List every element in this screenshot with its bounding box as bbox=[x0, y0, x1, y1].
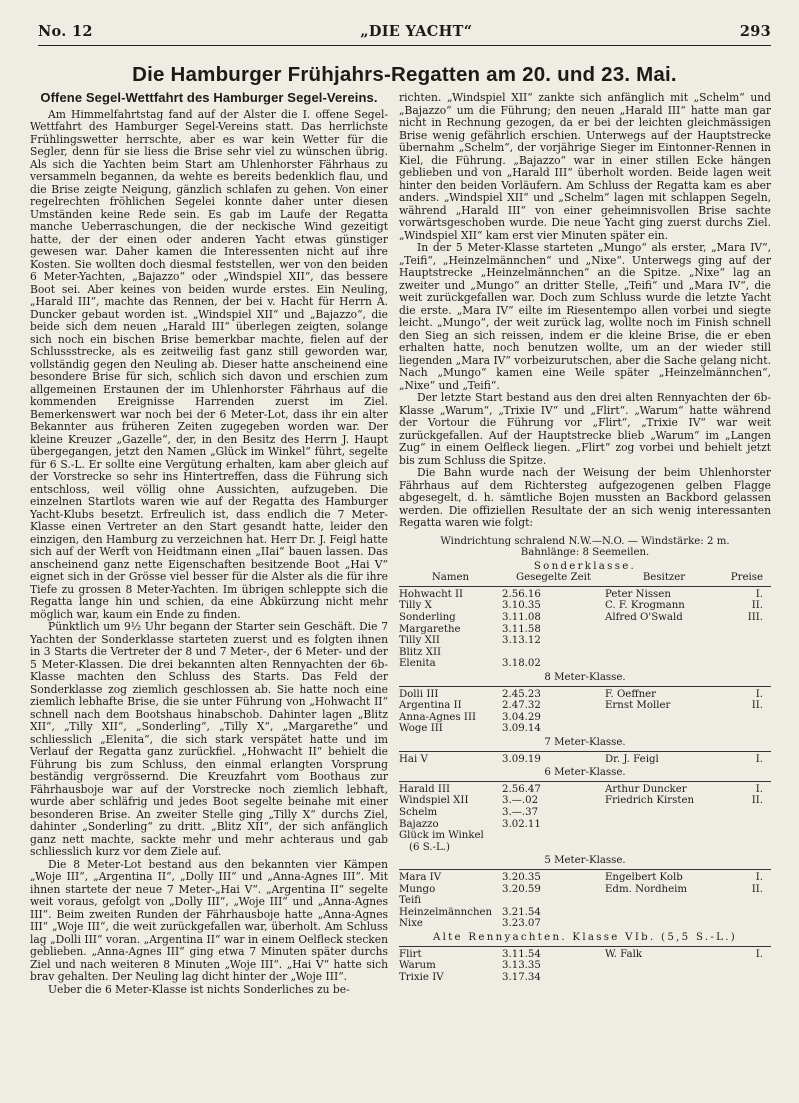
owner: Arthur Duncker bbox=[605, 783, 687, 795]
yacht-name: Mara IV bbox=[399, 871, 442, 883]
article-subheadline: Offene Segel-Wettfahrt des Hamburger Segel-Vereins. bbox=[40, 90, 378, 105]
yacht-name: Flirt bbox=[399, 948, 422, 960]
prize bbox=[731, 842, 771, 854]
prize bbox=[723, 972, 763, 984]
results-row bbox=[399, 700, 771, 712]
results-row bbox=[399, 972, 771, 984]
results-row bbox=[399, 819, 771, 831]
yacht-name: Mungo bbox=[399, 883, 436, 895]
sailed-time: 3.20.59 bbox=[502, 883, 541, 895]
results-row bbox=[399, 872, 771, 884]
prize bbox=[723, 712, 763, 724]
sailed-time bbox=[502, 647, 605, 659]
column-header: Besitzer bbox=[642, 572, 686, 584]
paragraph: Ueber die 6 Meter-Klasse ist nichts Sonderliches zu be- bbox=[48, 982, 350, 996]
yacht-name: (6 S.-L.) bbox=[409, 841, 450, 853]
sailed-time bbox=[502, 830, 605, 842]
left-column bbox=[30, 92, 388, 996]
table-rule bbox=[399, 751, 771, 752]
results-column-headers bbox=[399, 572, 771, 584]
prize bbox=[723, 647, 763, 659]
prize: III. bbox=[747, 612, 763, 624]
running-head bbox=[38, 18, 771, 40]
results-row bbox=[399, 949, 771, 961]
results-section-title: 7 Meter-Klasse. bbox=[544, 737, 626, 748]
results-row bbox=[399, 658, 771, 670]
table-rule bbox=[399, 946, 771, 947]
yacht-name: Harald III bbox=[399, 783, 450, 795]
owner: Dr. J. Feigl bbox=[605, 753, 659, 765]
sailed-time: 3.02.11 bbox=[502, 818, 541, 830]
column-header: Preise bbox=[730, 572, 763, 584]
prize: I. bbox=[755, 588, 763, 600]
sailed-time: 3.09.14 bbox=[502, 723, 541, 735]
yacht-name: Tilly XII bbox=[399, 635, 440, 647]
results-row bbox=[399, 647, 771, 659]
results-row bbox=[399, 807, 771, 819]
sailed-time: 3.13.35 bbox=[502, 960, 541, 972]
results-row bbox=[399, 689, 771, 701]
prize bbox=[723, 830, 763, 842]
sailed-time: 3.11.58 bbox=[502, 623, 541, 635]
results-section-title: Sonderklasse. bbox=[533, 560, 637, 572]
owner bbox=[605, 972, 723, 984]
journal-title: „DIE YACHT“ bbox=[360, 23, 473, 40]
results-section-title: 8 Meter-Klasse. bbox=[544, 672, 626, 684]
results-row bbox=[399, 918, 771, 930]
yacht-name: Elenita bbox=[399, 658, 436, 670]
results-row bbox=[399, 907, 771, 919]
prize bbox=[723, 807, 763, 819]
yacht-name: Nixe bbox=[399, 918, 423, 930]
prize bbox=[723, 658, 763, 670]
sailed-time: 3.11.54 bbox=[502, 948, 541, 960]
sailed-time: 2.45.23 bbox=[502, 688, 541, 700]
sailed-time: 2.56.16 bbox=[502, 588, 541, 600]
yacht-name: Hohwacht II bbox=[399, 588, 464, 600]
table-rule bbox=[399, 781, 771, 782]
prize: II. bbox=[751, 700, 763, 712]
yacht-name: Argentina II bbox=[399, 700, 462, 712]
yacht-name: Sonderling bbox=[399, 612, 456, 624]
prize: II. bbox=[751, 795, 763, 807]
article-headline: Die Hamburger Frühjahrs-Regatten am 20. und 23. Mai. bbox=[132, 63, 677, 86]
results-body bbox=[399, 561, 771, 984]
sailed-time: 3.—.37 bbox=[502, 806, 539, 818]
prize bbox=[723, 723, 763, 735]
prize: II. bbox=[751, 883, 763, 895]
owner bbox=[605, 647, 723, 659]
yacht-name: Margarethe bbox=[399, 623, 461, 635]
owner bbox=[605, 723, 723, 735]
results-table bbox=[399, 536, 771, 984]
owner bbox=[614, 842, 731, 854]
results-row bbox=[399, 600, 771, 612]
owner: W. Falk bbox=[605, 948, 643, 960]
yacht-name: Tilly X bbox=[399, 600, 432, 612]
header-rule bbox=[38, 45, 771, 46]
table-rule bbox=[399, 869, 771, 870]
results-row bbox=[399, 723, 771, 735]
results-row bbox=[399, 635, 771, 647]
results-row bbox=[399, 589, 771, 601]
wind-info: Windrichtung schralend N.W.—N.O. — Windstärke: 2 m. bbox=[440, 535, 730, 547]
sailed-time bbox=[511, 842, 613, 854]
sailed-time: 2.47.32 bbox=[502, 700, 541, 712]
yacht-name: Blitz XII bbox=[399, 646, 442, 658]
page-number: 293 bbox=[739, 23, 771, 40]
yacht-name: Warum bbox=[399, 960, 436, 972]
results-row bbox=[399, 830, 771, 842]
yacht-name: Schelm bbox=[399, 806, 438, 818]
sailed-time: 3.11.08 bbox=[502, 612, 541, 624]
owner: C. F. Krogmann bbox=[605, 600, 685, 612]
paragraph: Der letzte Start bestand aus den drei alten Rennyachten der 6b-Klasse „Warum“, „Trixie IV“ und „Flirt“. „Warum“ hatte während der Vortour die Führung vor „Flirt“, „Trixie IV“ war weit zurückgefallen. Auf der Hauptstrecke blieb „Warum“ im „Langen Zug“ in einem Oelfleck liegen. „Flirt“ zog vorbei und behielt jetzt bis zum Schluss die Spitze. bbox=[399, 391, 771, 467]
paragraph: Die 8 Meter-Lot bestand aus den bekannten vier Kämpen „Woje III“, „Argentina II“, „Dolly III“ und „Anna-Agnes III“. Mit ihnen startete der neue 7 Meter-„Hai V“. „Argentina II“ segelte weit voraus, gefolgt von „Dolly III“, „Woje III“ und „Anna-Agnes III“. Beim zweiten Runden der Fährhausboje hatte „Anna-Agnes III“ „Woje III“, die weit zurückgefallen war, überholt. Am Schluss lag „Dolli III“ voran. „Argentina II“ war in einem Oelfleck stecken geblieben. „Anna-Agnes III“ ging etwa 7 Minuten später durchs Ziel und nach weiteren 8 Minuten „Woje III“. „Hai V“ hatte sich brav gehalten. Der Neuling lag dicht hinter der „Woje III“. bbox=[30, 857, 388, 983]
yacht-name: Trixie IV bbox=[399, 971, 444, 983]
owner: Peter Nissen bbox=[605, 588, 671, 600]
owner bbox=[605, 819, 723, 831]
results-row bbox=[399, 884, 771, 896]
course-length: Bahnlänge: 8 Seemeilen. bbox=[520, 547, 650, 559]
prize: I. bbox=[755, 688, 763, 700]
paragraph: Am Himmelfahrtstag fand auf der Alster die I. offene Segel-Wettfahrt des Hamburger Segel-Vereins statt. Das herrlichste Frühlingswetter herrschte, aber es war kein Wetter für die Segler, denn für sie liess die Brise sehr viel zu wünschen übrig. Als sich die Yachten beim Start am Uhlenhorster Fährhaus zu versammeln begannen, da wehte es bereits bedenklich flau, und die Brise zeigte Neigung, gänzlich schlafen zu gehen. Von einer regelrechten fröhlichen Segelei konnte daher unter diesen Umständen keine Rede sein. Es gab im Laufe der Regatta manche Ueberraschungen, die der neckische Wind gezeitigt hatte, der der einen oder anderen Yacht etwas günstiger gewesen war. Daher kamen die Interessenten nicht auf ihre Kosten. Sie wollten doch diesmal feststellen, wer von den beiden 6 Meter-Yachten, „Bajazzo“ oder „Windspiel XII“, das bessere Boot sei. Aber keines von beiden wurde erstes. Ein Neuling, „Harald III“, machte das Rennen, der bei v. Hacht für Herrn A. Duncker gebaut worden ist. „Windspiel XII“ und „Bajazzo“, die beide sich dem neuen „Harald III“ überlegen zeigten, solange sich noch ein bischen Brise bemerkbar machte, fielen auf der Schlussstrecke, als es zeitweilig fast ganz still geworden war, vollständig gegen den Neuling ab. Dieser hatte anscheinend eine besondere Brise für sich, schlich sich davon und erschien zum allgemeinen Erstaunen der im Uhlenhorster Fährhaus auf die kommenden Ereignisse Harrenden zuerst im Ziel. Bemerkenswert war noch bei der 6 Meter-Lot, dass ihr ein alter Bekannter aus früheren Zeiten zugegeben worden war. Der kleine Kreuzer „Gazelle“, der, in den Besitz des Herrn J. Haupt übergegangen, jetzt den Namen „Glück im Winkel“ führt, segelte für 6 S.-L. Er sollte eine Vergütung erhalten, kam aber gleich auf der Vorstrecke so sehr ins Hintertreffen, dass die Führung sich entschloss, weil völlig ohne Aussichten, aufzugeben. Die einzelnen Startlots waren wie auf der Regatta des Hamburger Yacht-Klubs besetzt. Erfreulich ist, dass endlich die 7 Meter-Klasse einen Vertreter an den Start gesandt hatte, leider den einzigen, den Hamburg zu verzeichnen hat. Herr Dr. J. Feigl hatte sich auf der Werft von Heidtmann einen „IIai“ bauen lassen. Das anscheinend ganz nette Eigenschaften besitzende Boot „Hai V“ eignet sich in der Grösse viel besser für die Alster als die für ihre Tiefe zu grossen 8 Meter-Yachten. Im übrigen schleppte sich die Regatta lange hin und schien, da eine Abkürzung nicht mehr möglich war, kaum ein Ende zu finden. bbox=[30, 107, 388, 621]
yacht-name: Bajazzo bbox=[399, 818, 439, 830]
owner: Alfred O'Swald bbox=[605, 612, 683, 624]
prize bbox=[723, 895, 763, 907]
owner bbox=[605, 960, 723, 972]
prize: II. bbox=[751, 600, 763, 612]
sailed-time: 3.09.19 bbox=[502, 753, 541, 765]
owner: Edm. Nordheim bbox=[605, 883, 688, 895]
yacht-name: Heinzelmännchen bbox=[399, 906, 493, 918]
sailed-time bbox=[502, 895, 605, 907]
column-header: Gesegelte Zeit bbox=[515, 572, 592, 584]
sailed-time: 3.21.54 bbox=[502, 906, 541, 918]
owner bbox=[605, 907, 723, 919]
prize bbox=[723, 624, 763, 636]
owner bbox=[605, 658, 723, 670]
prize: I. bbox=[755, 783, 763, 795]
prize bbox=[723, 819, 763, 831]
sailed-time: 3.20.35 bbox=[502, 871, 541, 883]
prize: I. bbox=[755, 871, 763, 883]
sailed-time: 3.23.07 bbox=[502, 918, 541, 930]
results-row bbox=[399, 784, 771, 796]
owner bbox=[605, 712, 723, 724]
prize bbox=[723, 635, 763, 647]
results-row bbox=[399, 754, 771, 766]
issue-number: No. 12 bbox=[38, 23, 93, 40]
paragraph: richten. „Windspiel XII“ zankte sich anfänglich mit „Schelm“ und „Bajazzo“ um die Führung; den neuen „Harald III“ hatte man gar nicht in Rechnung gezogen, da er bei der leichten gleichmässigen Brise wenig gefährlich erschien. Unterwegs auf der Hauptstrecke übernahm „Schelm“, der vorjährige Sieger im Eintonner-Rennen in Kiel, die Führung. „Bajazzo“ war in einer stillen Ecke hängen geblieben und von „Harald III“ überholt worden. Beide lagen weit hinter den beiden Vorläufern. Am Schluss der Regatta kam es aber anders. „Windspiel XII“ und „Schelm“ lagen mit schlappen Segeln, während „Harald III“ von einer geheimnisvollen Brise sachte vorwärtsgeschoben wurde. Die neue Yacht ging zuerst durchs Ziel. „Windspiel XII“ kam erst vier Minuten später ein. bbox=[399, 91, 771, 242]
owner bbox=[605, 830, 723, 842]
owner: F. Oeffner bbox=[605, 688, 657, 700]
owner: Engelbert Kolb bbox=[605, 871, 683, 883]
results-row bbox=[399, 612, 771, 624]
paragraph: Die Bahn wurde nach der Weisung der beim Uhlenhorster Fährhaus auf dem Richtersteg aufgezogenen gelben Flagge abgesegelt, d. h. sämtliche Bojen mussten an Backbord gelassen werden. Die offiziellen Resultate der an sich wenig interessanten Regatta waren wie folgt: bbox=[399, 466, 771, 529]
prize bbox=[723, 918, 763, 930]
table-rule bbox=[399, 586, 771, 587]
yacht-name: Glück im Winkel bbox=[399, 830, 484, 842]
prize bbox=[723, 960, 763, 972]
yacht-name: Hai V bbox=[399, 753, 428, 765]
paragraph: Pünktlich um 9½ Uhr begann der Starter sein Geschäft. Die 7 Yachten der Sonderklasse starteten zuerst und es folgten ihnen in 3 Starts die Vertreter der 8 und 7 Meter-, der 6 Meter- und der 5 Meter-Klassen. Die drei bekannten alten Rennyachten der 6b-Klasse machten den Schluss des Starts. Das Feld der Sonderklasse zog ziemlich geschlossen ab. Sie hatte noch eine ziemlich lebhafte Brise, die sie unter Führung von „Hohwacht II“ schnell nach dem Bootshaus hinabschob. Dahinter lagen „Blitz XII“, „Tilly XII“, „Sonderling“, „Tilly X“, „Margarethe“ und schliesslich „Elenita“, die sich stark verspätet hatte und im Verlauf der Regatta ganz zurückfiel. „Hohwacht II“ behielt die Führung bis zum Schluss, den einmal erlangten Vorsprung beständig vergrössernd. Die Kreuzfahrt vom Boothaus zur Fährhausboje war auf der Vorstrecke noch ziemlich lebhaft, wurde aber schläfrig und jedes Boot segelte beinahe mit einer besonderen Brise. An zweiter Stelle ging „Tilly X“ durchs Ziel, dahinter „Sonderling“ zu dritt. „Blitz XII“, der sich anfänglich ganz nett machte, sackte mehr und mehr achteraus und gab schliesslich kurz vor dem Ziele auf. bbox=[30, 620, 388, 858]
results-row bbox=[399, 795, 771, 807]
sailed-time: 3.13.12 bbox=[502, 635, 541, 647]
results-section-title: 5 Meter-Klasse. bbox=[544, 855, 626, 867]
results-row bbox=[399, 842, 771, 854]
owner bbox=[605, 624, 723, 636]
results-row bbox=[399, 960, 771, 972]
sailed-time: 3.10.35 bbox=[502, 600, 541, 612]
owner bbox=[605, 895, 723, 907]
prize: I. bbox=[755, 753, 763, 765]
owner bbox=[605, 807, 723, 819]
sailed-time: 3.18.02 bbox=[502, 658, 541, 670]
results-row bbox=[399, 712, 771, 724]
owner: Ernst Moller bbox=[605, 700, 671, 712]
prize bbox=[723, 907, 763, 919]
sailed-time: 3.—.02 bbox=[502, 795, 539, 807]
yacht-name: Woge III bbox=[399, 723, 443, 735]
owner: Friedrich Kirsten bbox=[605, 795, 695, 807]
results-row bbox=[399, 624, 771, 636]
results-section-title: 6 Meter-Klasse. bbox=[544, 767, 626, 779]
yacht-name: Dolli III bbox=[399, 688, 439, 700]
yacht-name: Anna-Agnes III bbox=[399, 711, 477, 723]
sailed-time: 2.56.47 bbox=[502, 783, 541, 795]
prize: I. bbox=[755, 948, 763, 960]
table-rule bbox=[399, 686, 771, 687]
results-section-title: Alte Rennyachten. Klasse VIb. (5,5 S.-L.) bbox=[432, 931, 738, 943]
right-column bbox=[399, 92, 771, 983]
column-header: Namen bbox=[431, 572, 470, 584]
results-row bbox=[399, 895, 771, 907]
sailed-time: 3.04.29 bbox=[502, 711, 541, 723]
owner bbox=[605, 635, 723, 647]
sailed-time: 3.17.34 bbox=[502, 971, 541, 983]
owner bbox=[605, 918, 723, 930]
yacht-name: Teifi bbox=[399, 895, 422, 907]
yacht-name: Windspiel XII bbox=[399, 795, 469, 807]
paragraph: In der 5 Meter-Klasse starteten „Mungo“ als erster, „Mara IV“, „Teifi“, „Heinzelmännchen“ und „Nixe“. Unterwegs ging auf der Hauptstrecke „Heinzelmännchen“ an die Spitze. „Nixe“ lag an zweiter und „Mungo“ an dritter Stelle, „Teifi“ und „Mara IV“, die weit zurückgefallen war. Doch zum Schluss wurde die letzte Yacht die erste. „Mara IV“ eilte im Riesentempo allen vorbei und siegte leicht. „Mungo“, der weit zurück lag, wollte noch im Finish schnell den Sieg an sich reissen, indem er die kleine Brise, die er eben erhalten hatte, noch benutzen wollte, um an der wieder still liegenden „Mara IV“ vorbeizurutschen, aber die Sache gelang nicht. Nach „Mungo“ kamen eine Weile später „Heinzelmännchen“, „Nixe“ und „Teifi“. bbox=[399, 241, 771, 392]
